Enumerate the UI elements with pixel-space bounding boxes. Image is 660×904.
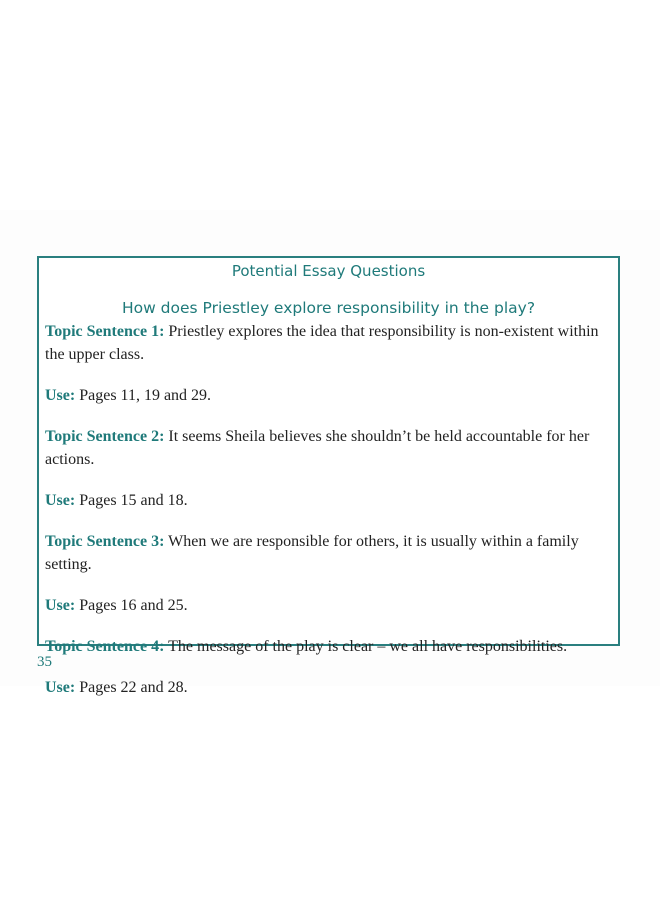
topic-list xyxy=(45,320,615,717)
topic-sentence-text: When we are responsible for others, it is usually within a family setting. xyxy=(45,533,579,573)
topic-sentence-label: Topic Sentence 4: xyxy=(45,638,165,655)
topic-sentence-label: Topic Sentence 2: xyxy=(45,428,165,445)
use-pages: Pages 22 and 28. xyxy=(79,679,188,696)
use-1 xyxy=(45,384,615,407)
topic-sentence-4 xyxy=(45,635,615,658)
topic-sentence-text: It seems Sheila believes she shouldn’t be held accountable for her actions. xyxy=(45,428,590,468)
use-4 xyxy=(45,676,615,699)
use-2 xyxy=(45,489,615,512)
topic-sentence-label: Topic Sentence 1: xyxy=(45,323,165,340)
use-label: Use: xyxy=(45,679,76,696)
use-label: Use: xyxy=(45,492,76,509)
essay-question: How does Priestley explore responsibility in the play? xyxy=(121,299,536,317)
topic-sentence-text: Priestley explores the idea that responsibility is non-existent within the upper class. xyxy=(45,323,599,363)
topic-sentence-text: The message of the play is clear – we all have responsibilities. xyxy=(168,638,568,655)
topic-sentence-label: Topic Sentence 3: xyxy=(45,533,165,550)
section-title: Potential Essay Questions xyxy=(231,262,426,280)
use-pages: Pages 16 and 25. xyxy=(79,597,188,614)
use-pages: Pages 15 and 18. xyxy=(79,492,188,509)
use-3 xyxy=(45,594,615,617)
use-label: Use: xyxy=(45,597,76,614)
use-pages: Pages 11, 19 and 29. xyxy=(79,387,212,404)
topic-sentence-1 xyxy=(45,320,615,366)
page-number: 35 xyxy=(37,654,52,670)
use-label: Use: xyxy=(45,387,76,404)
topic-sentence-2 xyxy=(45,425,615,471)
topic-sentence-3 xyxy=(45,530,615,576)
